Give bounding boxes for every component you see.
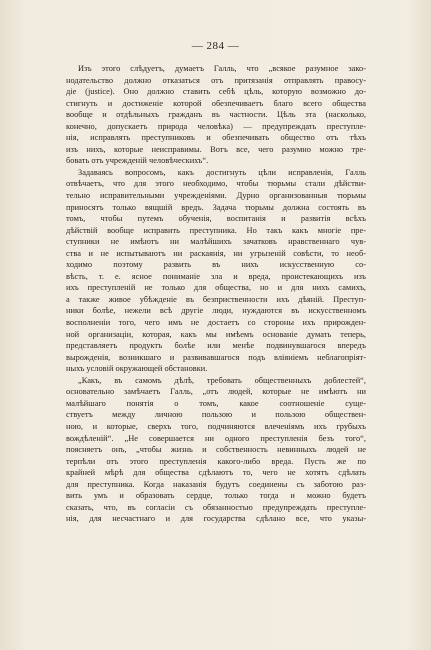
text-line: поясняетъ онъ, „чтобы жизнь и собственность невинныхъ людей не: [66, 445, 366, 455]
text-line: нія, для несчастнаго и для государства сдѣлано все, что указы-: [66, 514, 366, 524]
text-line: отвѣчаетъ, что для этого необходимо, чтобы тюрьмы стали дѣйстви-: [66, 179, 366, 189]
text-line: терпѣли отъ этого преступленія какого-либо вреда. Пусть же по: [66, 456, 366, 466]
text-line: дѣйствій вообще исправить преступника. Но такъ какъ многіе пре-: [66, 225, 366, 235]
text-line: для преступника. Когда наказанія будутъ соединены съ заботою раз-: [66, 479, 366, 489]
text-line: стигнуть и достиженіе которой обезпечиваетъ благо всего общества: [66, 98, 366, 108]
text-line: ною, и которые, сверхъ того, подчиняются влеченіямъ ихъ грубыхъ: [66, 421, 366, 431]
text-line: крайней мѣрѣ для общества сдѣлаютъ то, чего не хотятъ сдѣлать: [66, 468, 366, 478]
text-line: ихъ преступленій не только для общества, но и для нихъ самихъ,: [66, 283, 366, 293]
text-line: бовать отъ учрежденій человѣческихъ“.: [66, 156, 209, 166]
text-line: „Какъ, въ самомъ дѣлѣ, требовать общественныхъ доблестей“,: [78, 375, 366, 385]
text-line: нодательство должно отказаться отъ притязанія отправлять правосу-: [66, 75, 366, 85]
page-number: — 284 —: [191, 40, 240, 52]
text-line: вообще и отдѣльныхъ гражданъ въ частности. Цѣль эта (насколько,: [66, 110, 366, 120]
text-line: вождѣленій“. „Не совершается ни одного преступленія безъ того“,: [66, 433, 366, 443]
text-line: Изъ этого слѣдуетъ, думаетъ Галль, что „всякое разумное зако-: [78, 64, 366, 73]
text-line: приносятъ только вящшій вредъ. Задача тюрьмы должна состоять въ: [66, 202, 366, 212]
page-body: [66, 63, 366, 525]
text-line: ступники не имѣютъ ни малѣйшихъ зачатковъ нравственнаго чув-: [66, 237, 366, 247]
text-line: Задаваясь вопросомъ, какъ достигнуть цѣли исправленія, Галль: [78, 167, 366, 177]
text-line: тельно исправительными учрежденіями. Дурно организованныя тюрьмы: [66, 191, 366, 201]
text-line: конечно, допускаетъ природа человѣка) — предупреждать преступле-: [66, 121, 366, 131]
text-line: вить умъ и образовать сердце, только тогда и можно будетъ: [66, 491, 366, 501]
text-line: изъ нихъ, которые неисправимы. Вотъ все, чего разумно можно тре-: [66, 144, 366, 154]
text-line: ныхъ условій окружающей обстановки.: [66, 364, 208, 374]
text-line: сказать, что, въ согласіи съ обязанностью предупреждать преступле-: [66, 502, 366, 512]
text-line: діе (justice). Оно должно ставить себѣ цѣль, которую возможно до-: [66, 87, 366, 97]
text-line: ства и не испытываютъ ни раскаянія, ни угрызеній совѣсти, то необ-: [66, 248, 366, 258]
text-line: ходимо поэтому развить въ нихъ искусственную со-: [66, 260, 366, 270]
text-line: нія, исправлять преступниковъ и обезпечивать общество отъ тѣхъ: [66, 133, 366, 143]
text-line: вырожденія, возникшаго и развивавшагося подъ вліяніемъ неблагопріят-: [66, 352, 366, 362]
text-line: а также живое убѣжденіе въ безприственности ихъ дѣяній. Преступ-: [66, 294, 366, 304]
text-line: ствуетъ между личною пользою и пользою обществен-: [66, 410, 366, 420]
text-line: вѣсть, т. е. ясное пониманіе зла и вреда, проистекающихъ изъ: [66, 271, 366, 281]
text-line: ной организаціи, которая, какъ мы имѣемъ основаніе думать теперь,: [66, 329, 366, 339]
text-line: томъ, чтобы путемъ обученія, воспитанія и развитія всѣхъ: [66, 214, 366, 224]
text-line: представляетъ продуктъ болѣе или менѣе подвинувшагося впередъ: [66, 341, 366, 351]
text-line: ники болѣе, нежели всѣ другіе люди, нуждаются въ искусственномъ: [66, 306, 366, 316]
text-line: малѣйшаго понятія о томъ, какое соотношеніе суще-: [66, 398, 366, 408]
text-line: восполненіи того, чего имъ не достаетъ со стороны ихъ прирожден-: [66, 318, 366, 328]
text-line: основательно замѣчаетъ Галль, „отъ людей, которые не имѣютъ ни: [66, 387, 366, 397]
